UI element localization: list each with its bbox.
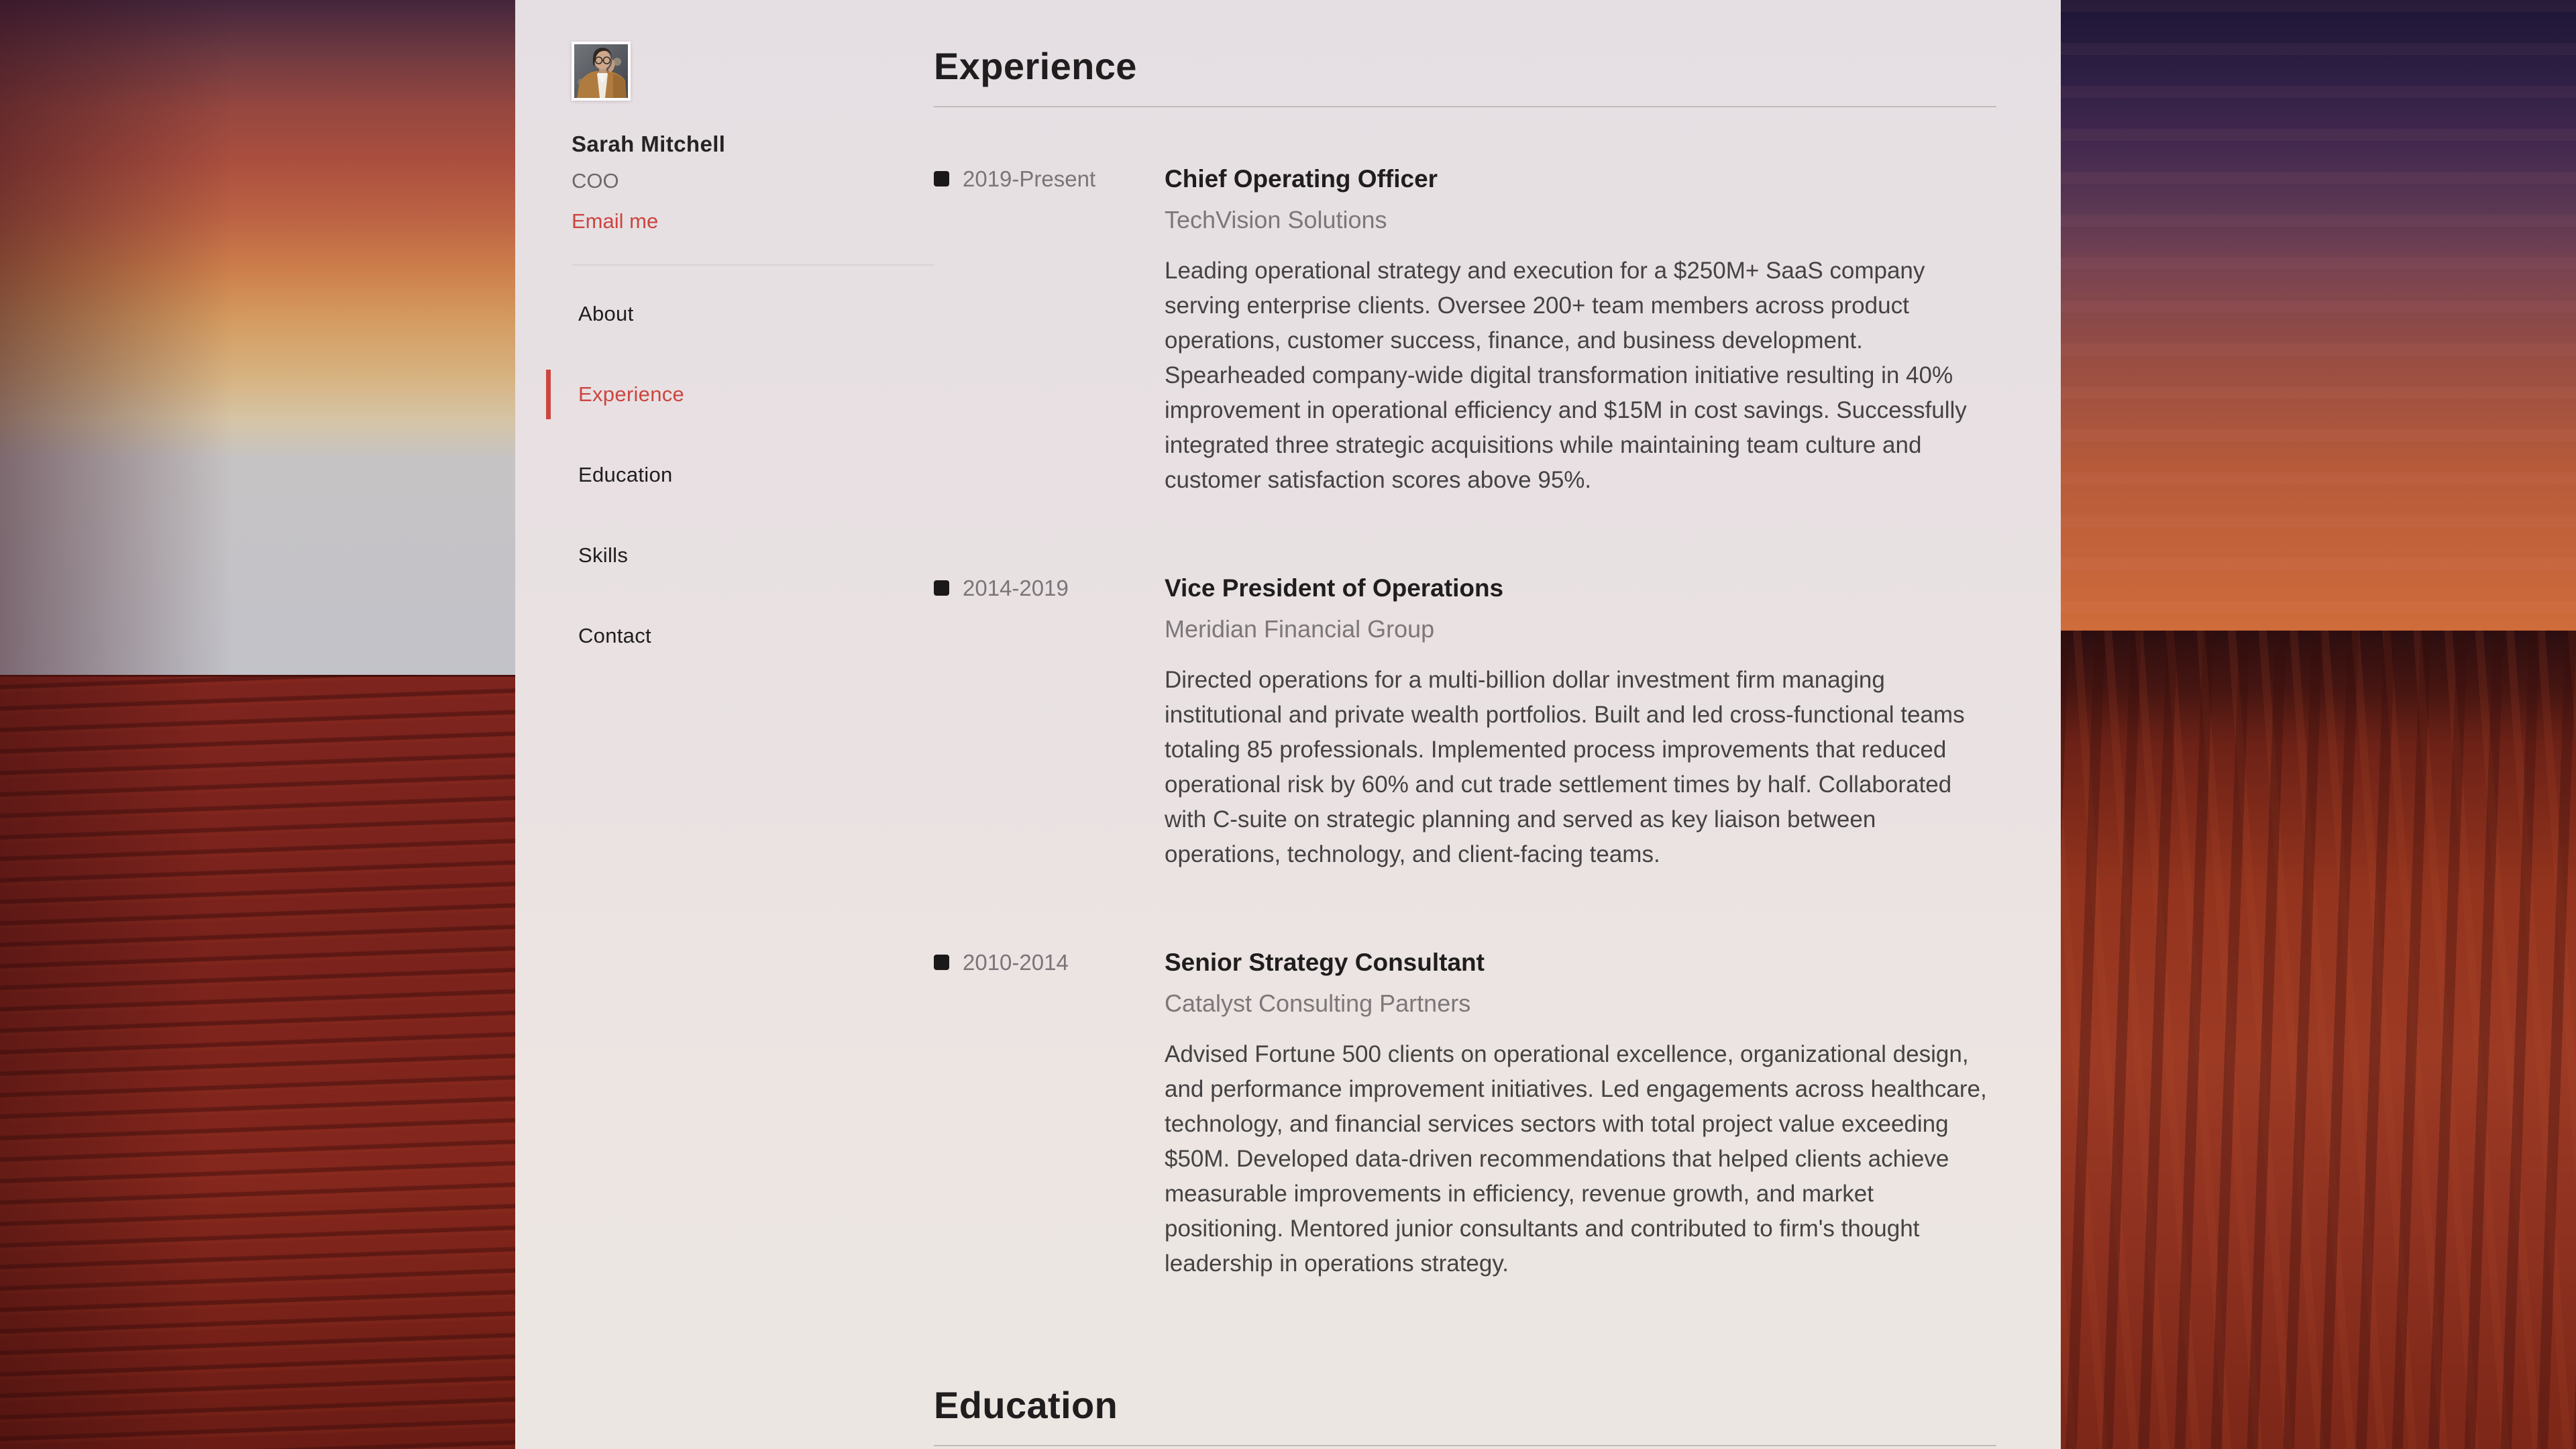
desert-background-right xyxy=(2058,0,2576,1449)
period-bullet-icon xyxy=(934,171,949,186)
company-name: Catalyst Consulting Partners xyxy=(1165,989,1471,1017)
sand-dunes-left xyxy=(0,675,518,1449)
experience-entry xyxy=(934,573,1996,872)
entry-body xyxy=(1165,947,1996,1281)
job-description: Leading operational strategy and execution for a $250M+ SaaS company serving enterprise clients. Oversee 200+ team members across product operations, customer success, finance, and business development. Spearheaded company-wide digital transformation initiative resulting in 40% improvement in operational efficiency and $15M in cost savings. Successfully integrated three strategic acquisitions while maintaining team culture and customer satisfaction scores above 95%. xyxy=(1165,258,1967,493)
sidebar-item-label: Experience xyxy=(578,382,685,406)
experience-section xyxy=(934,43,1996,1281)
entry-period xyxy=(934,947,1165,1281)
sidebar-item-about[interactable] xyxy=(515,274,934,354)
section-divider xyxy=(934,1445,1996,1446)
experience-entry xyxy=(934,947,1996,1281)
sand-dunes-right xyxy=(2058,631,2576,1449)
main-content xyxy=(934,0,2061,1449)
sidebar-item-contact[interactable] xyxy=(515,596,934,676)
profile-photo xyxy=(572,42,631,101)
period-label: 2010-2014 xyxy=(963,950,1069,975)
job-description: Advised Fortune 500 clients on operational excellence, organizational design, and performance improvement initiatives. Led engagements across healthcare, technology, and financial services sectors with total project value exceeding $50M. Developed data-driven recommendations that helped clients achieve measurable improvements in efficiency, revenue growth, and market positioning. Mentored junior consultants and contributed to firm's thought leadership in operations strategy. xyxy=(1165,1041,1987,1277)
sidebar xyxy=(515,0,934,1449)
period-label: 2014-2019 xyxy=(963,576,1069,600)
period-label: 2019-Present xyxy=(963,166,1096,191)
experience-heading: Experience xyxy=(934,45,1137,87)
experience-entry xyxy=(934,164,1996,498)
job-title: Chief Operating Officer xyxy=(1165,165,1438,193)
sidebar-item-experience[interactable] xyxy=(515,354,934,435)
entry-body xyxy=(1165,164,1996,498)
section-divider xyxy=(934,106,1996,107)
sidebar-item-skills[interactable] xyxy=(515,515,934,596)
sidebar-item-education[interactable] xyxy=(515,435,934,515)
education-heading: Education xyxy=(934,1384,1118,1426)
sidebar-item-label: About xyxy=(578,302,634,325)
sidebar-divider xyxy=(572,264,934,266)
sidebar-nav xyxy=(515,274,934,676)
period-bullet-icon xyxy=(934,955,949,970)
period-bullet-icon xyxy=(934,580,949,596)
profile-photo-image xyxy=(574,44,628,98)
entry-period xyxy=(934,573,1165,872)
sidebar-item-label: Contact xyxy=(578,624,651,647)
sidebar-item-label: Skills xyxy=(578,543,629,567)
company-name: TechVision Solutions xyxy=(1165,206,1387,233)
sunset-sky-right xyxy=(2058,0,2576,631)
entry-body xyxy=(1165,573,1996,872)
resume-card xyxy=(515,0,2061,1449)
education-section xyxy=(934,1382,1996,1446)
desert-background-left xyxy=(0,0,518,1449)
entry-period xyxy=(934,164,1165,498)
profile-role: COO xyxy=(572,169,619,193)
sunset-sky-left xyxy=(0,0,518,676)
company-name: Meridian Financial Group xyxy=(1165,615,1435,643)
job-title: Vice President of Operations xyxy=(1165,574,1504,602)
profile-name: Sarah Mitchell xyxy=(572,131,726,156)
job-description: Directed operations for a multi-billion dollar investment firm managing institutional and private wealth portfolios. Built and led cross-functional teams totaling 85 professionals. Implemented process improvements that reduced operational risk by 60% and cut trade settlement times by half. Collaborated with C-suite on strategic planning and served as key liaison between operations, technology, and client-facing teams. xyxy=(1165,667,1965,867)
job-title: Senior Strategy Consultant xyxy=(1165,949,1485,976)
sidebar-item-label: Education xyxy=(578,463,673,486)
email-link[interactable]: Email me xyxy=(572,209,659,233)
